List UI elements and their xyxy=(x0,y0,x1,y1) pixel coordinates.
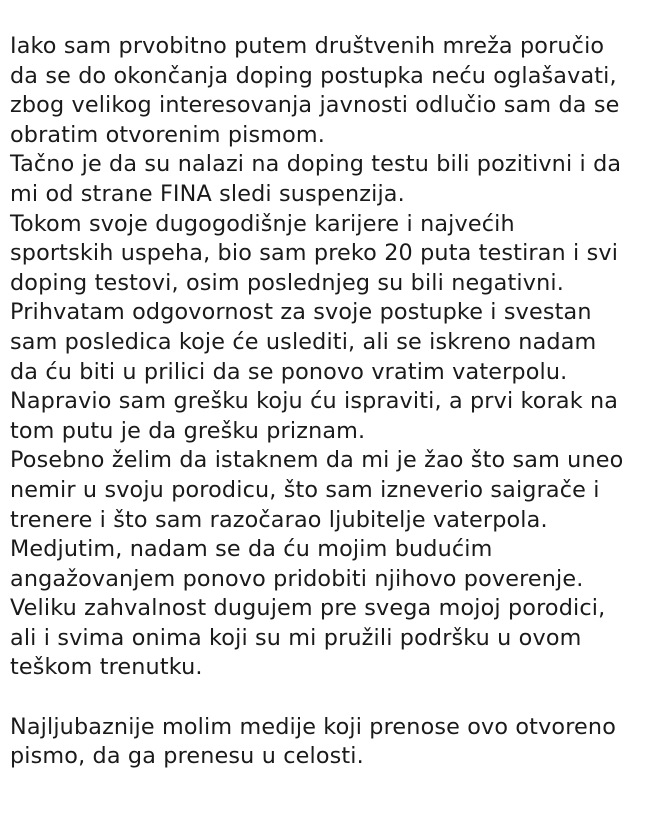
letter-line: doping testovi, osim poslednjeg su bili negativni. xyxy=(10,269,564,296)
letter-line: sportskih uspeha, bio sam preko 20 puta testiran i svi xyxy=(10,240,619,267)
letter-line: sam posledica koje će uslediti, ali se iskreno nadam xyxy=(10,328,597,355)
letter-line: teškom trenutku. xyxy=(10,654,203,681)
letter-line: Veliku zahvalnost dugujem pre svega mojoj porodici, xyxy=(10,595,606,622)
letter-line: Prihvatam odgovornost za svoje postupke i svestan xyxy=(10,299,592,326)
letter-line: Medjutim, nadam se da ću mojim budućim xyxy=(10,536,493,563)
letter-line: nemir u svoju porodicu, što sam izneverio saigrače i xyxy=(10,476,600,503)
letter-line: trenere i što sam razočarao ljubitelje vaterpola. xyxy=(10,506,548,533)
letter-line: da ću biti u prilici da se ponovo vratim vaterpolu. xyxy=(10,358,568,385)
letter-line: obratim otvorenim pismom. xyxy=(10,121,326,148)
letter-line: tom putu je da grešku priznam. xyxy=(10,417,366,444)
open-letter-text xyxy=(10,32,658,772)
letter-line: Napravio sam grešku koju ću ispraviti, a prvi korak na xyxy=(10,388,619,415)
letter-line: mi od strane FINA sledi suspenzija. xyxy=(10,180,405,207)
letter-line: Tačno je da su nalazi na doping testu bili pozitivni i da xyxy=(10,151,622,178)
letter-line: angažovanjem ponovo pridobiti njihovo poverenje. xyxy=(10,565,584,592)
letter-line: Iako sam prvobitno putem društvenih mreža poručio xyxy=(10,33,605,59)
letter-line: Tokom svoje dugogodišnje karijere i najvećih xyxy=(10,210,515,237)
closing-line: Najljubaznije molim medije koji prenose ovo otvoreno xyxy=(10,713,616,740)
letter-line: Posebno želim da istaknem da mi je žao što sam uneo xyxy=(10,447,624,474)
letter-line: zbog velikog interesovanja javnosti odlučio sam da se xyxy=(10,92,620,119)
paragraph-spacer xyxy=(10,683,658,713)
closing-line: pismo, da ga prenesu u celosti. xyxy=(10,743,364,770)
letter-line: da se do okončanja doping postupka neću oglašavati, xyxy=(10,62,617,89)
letter-line: ali i svima onima koji su mi pružili podršku u ovom xyxy=(10,624,582,651)
